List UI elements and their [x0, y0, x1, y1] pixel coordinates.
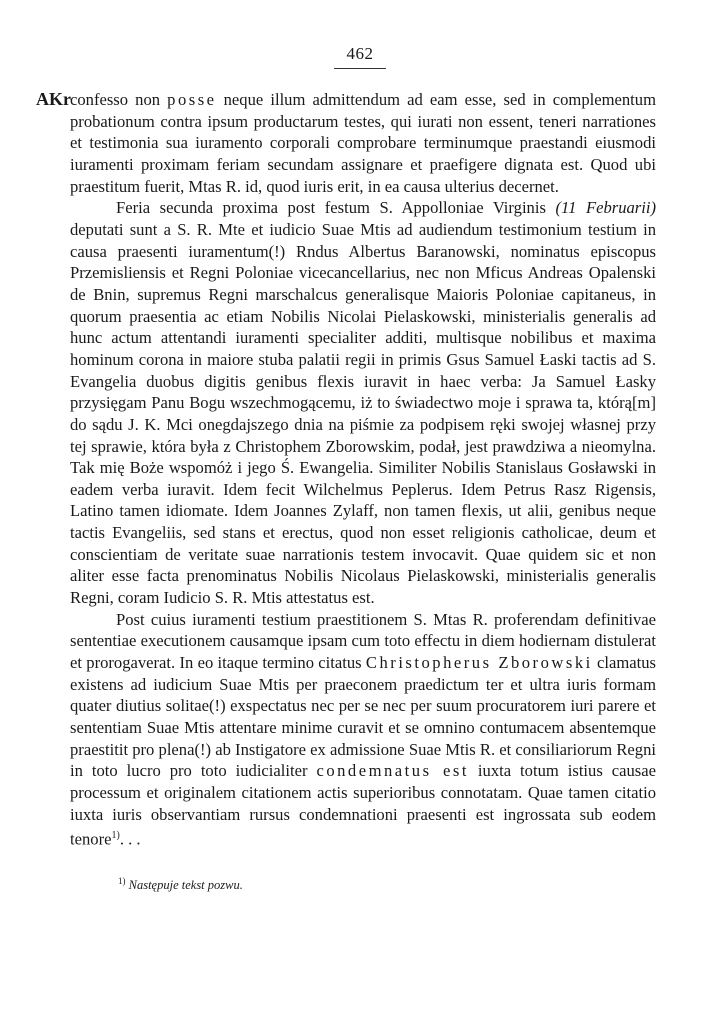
- text-segment: 1): [111, 830, 120, 842]
- paragraph-p3: [70, 609, 656, 851]
- paragraph-p2: [70, 197, 656, 608]
- footnote-marker: 1): [118, 876, 126, 886]
- page-number: 462: [346, 44, 374, 63]
- paragraph-p1: [70, 89, 656, 197]
- text-segment: iuxta totum istius causae processum et originalem citationem actis superioribus connotatam. Quae tamen citatio iuxta iuris observantiam rursus condemnationi praesenti est ingrossata sub eodem tenore: [70, 761, 656, 849]
- text-segment: deputati sunt a S. R. Mte et iudicio Suae Mtis ad audiendum testimonium testium in causa praesenti iuramentum(!) Rndus Albertus Baranowski, nominatus episcopus Przemisliensis et Regni Poloniae vicecancellarius, nec non Mficus Andreas Opalenski de Bnin, supremus Regni marschalcus generalisque Maioris Poloniae capitaneus, in quorum praesentia ac etiam Nobilis Nicolai Pielaskowski, ministerialis generalis ad hunc actum attentandi iuramenti specialiter additi, multisque nobilibus et maxima hominum corona in maiore stuba palatii regii in primis Gsus Samuel Łaski tactis ad S. Evangelia duobus digitis genibus flexis iuravit in haec verba: Ja Samuel Łasky przysięgam Panu Bogu wszechmogącemu, iż to świadectwo moje i sprawa ta, którą[m] do sądu J. K. Mci onegdajszego dnia na piśmie za podpisem ręki swojej własnej przy tej sprawie, która była z Christophem Zborowskim, podał, jest prawdziwa a nieomylna. Tak mię Boże wspomóż i jego Ś. Ewangelia. Similiter Nobilis Stanislaus Gosławski in eadem verba iuravit. Idem fecit Wilchelmus Peplerus. Idem Petrus Rasz Rigensis, Latino tamen idiomate. Idem Joannes Zylaff, non tamen flexis, ut alii, genibus neque tactis Evangeliis, sed stans et erectus, quod non esset religionis catholicae, deum et conscientiam de veritate suae narrationis testem invocavit. Quae quidem sic et non aliter esse facta prenominatus Nobilis Nicolaus Pielaskowski, ministerialis generalis Regni, coram Iudicio S. R. Mtis attestatus est.: [70, 219, 656, 608]
- text-segment: (11 Februarii): [555, 198, 656, 218]
- footnote: [118, 876, 243, 893]
- text-segment: posse: [167, 90, 217, 109]
- text-segment: condemnatus est: [316, 761, 469, 781]
- text-segment: Feria secunda proxima post festum S. Appolloniae Virginis: [116, 198, 556, 218]
- body-text: [36, 89, 657, 851]
- text-segment: confesso non: [70, 90, 168, 109]
- footnote-text: Następuje tekst pozwu.: [128, 878, 243, 893]
- text-segment: neque illum admittendum ad eam esse, sed in complementum probationum contra ipsum productarum testes, qui iurati non essent, teneri narrationes et testimonia sua iuramento corporali comprobare terminumque praestandi eiusmodi iuramenti proximam feriam secundam assignare et praefigere dignata est. Quod ubi praestitum fuerit, Mtas R. id, quod iuris erit, in ea causa ulterius decernet.: [70, 90, 656, 196]
- text-segment: Christopherus Zborowski: [365, 653, 593, 673]
- text-segment: Post cuius iuramenti testium praestitionem S. Mtas R. proferendam definitivae sententiae executionem causamque ipsam cum toto effectu in diem hodiernam distulerat et prorogaverat. In eo itaque termino citatus: [70, 609, 656, 673]
- text-segment: . . .: [119, 829, 141, 849]
- header-rule: [334, 68, 386, 69]
- text-segment: clamatus existens ad iudicium Suae Mtis per praeconem praedictum ter et ultra iuris formam quater diutius solitae(!) exspectatus nec per se nec per suum procuratorem iuri parere et sententiam Suae Mtis attentare minime curavit et se omnino contumacem absentemque praestitit pro plena(!) ab Instigatore ex admissione Suae Mtis R. et consiliariorum Regni in toto lucro pro toto iudicialiter: [70, 653, 657, 781]
- margin-note: AKr: [36, 89, 71, 109]
